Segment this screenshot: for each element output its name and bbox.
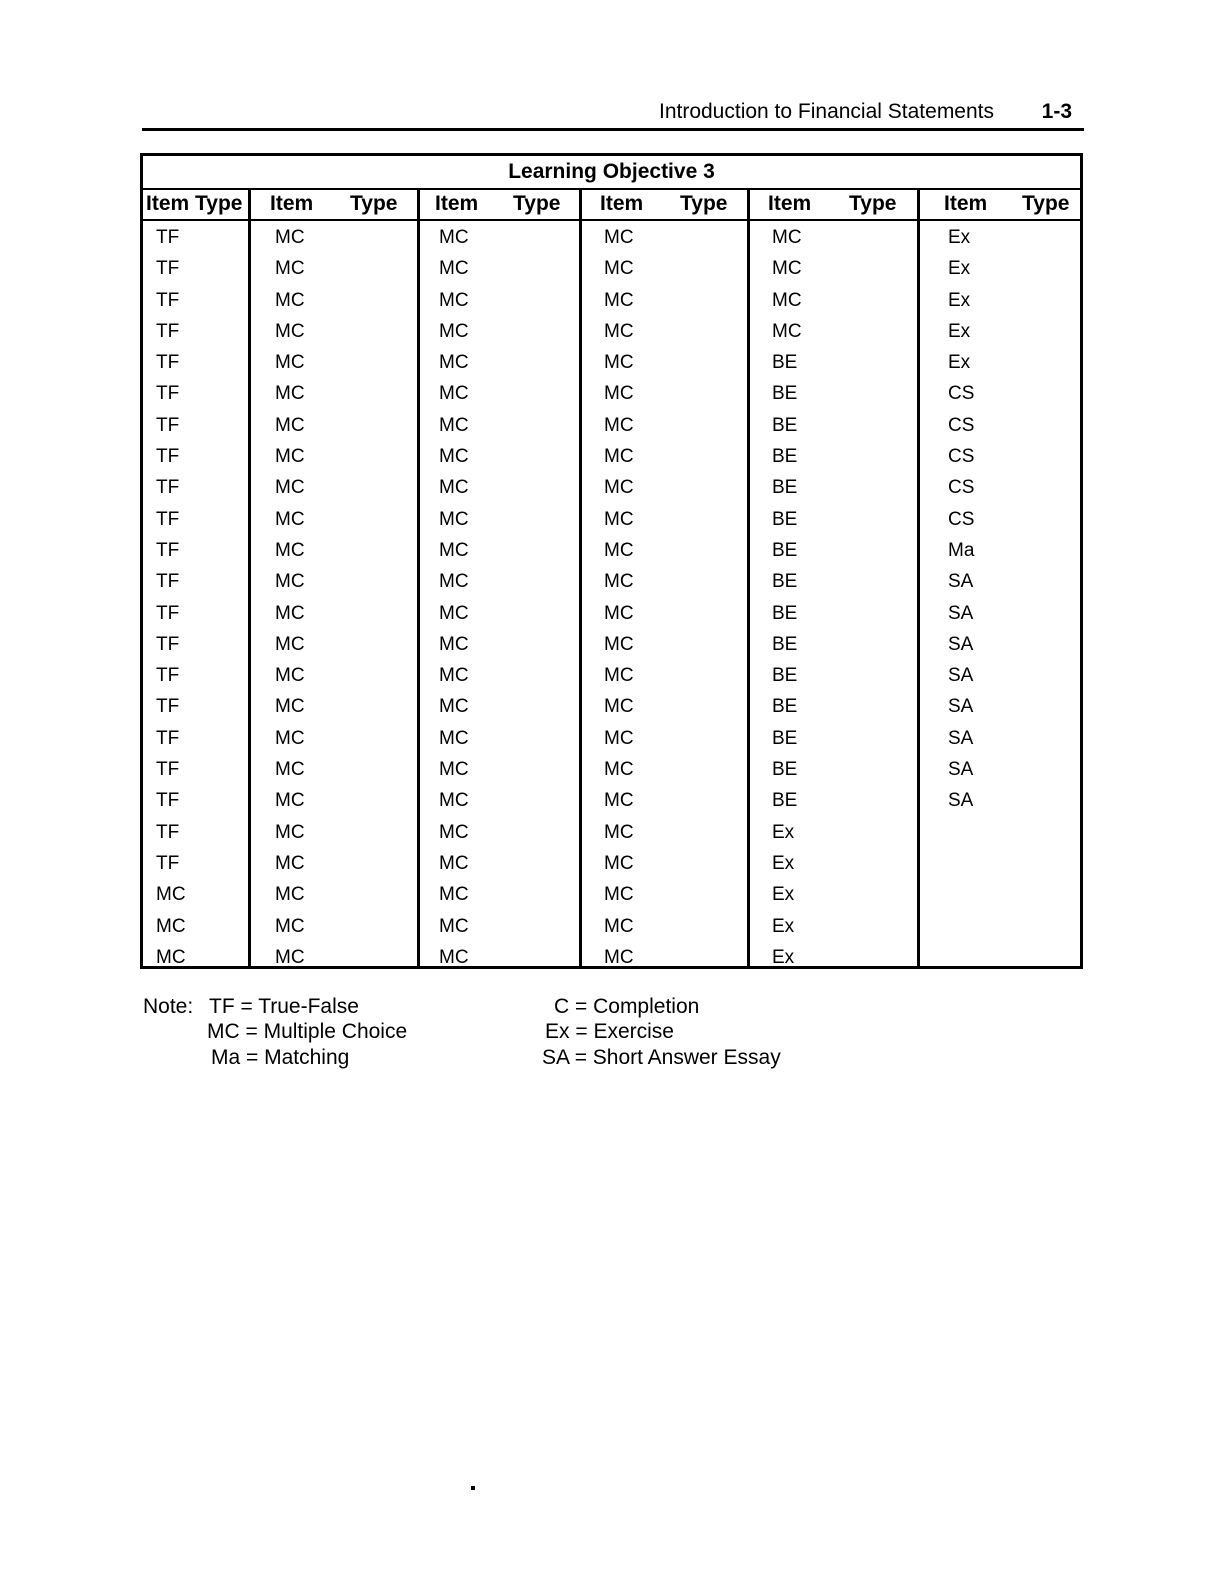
table-cell: TF: [156, 414, 180, 436]
table-cell: Ex: [948, 227, 971, 248]
table-cell: SA: [948, 665, 974, 687]
table-cell: MC: [275, 508, 305, 530]
table-cell: BE: [772, 414, 798, 436]
table-cell: MC: [275, 665, 305, 687]
table-cell: Ex: [948, 258, 971, 280]
table-cell: SA: [948, 696, 974, 718]
table-cell: MC: [604, 227, 634, 248]
table-cell: SA: [948, 790, 974, 812]
table-cell: MC: [604, 790, 634, 812]
table-cell: TF: [156, 852, 180, 874]
column-header: Type: [513, 192, 561, 215]
note-entry: MC = Multiple Choice: [207, 1020, 408, 1043]
table-cell: MC: [439, 289, 469, 311]
table-cell: BE: [772, 759, 798, 781]
table-cell: TF: [156, 352, 180, 374]
table-cell: MC: [156, 946, 186, 968]
table-cell: MC: [275, 320, 305, 342]
table-cell: MC: [439, 227, 469, 248]
table-cell: MC: [604, 477, 634, 499]
column-headers: [143, 188, 1080, 221]
table-cell: TF: [156, 508, 180, 530]
table-cell: MC: [604, 571, 634, 593]
table-cell: MC: [439, 446, 469, 468]
table-cell: CS: [948, 383, 975, 405]
table-cell: MC: [439, 352, 469, 374]
table-cell: MC: [439, 884, 469, 906]
table-cell: TF: [156, 383, 180, 405]
table-cell: MC: [275, 477, 305, 499]
column-header: Type: [1022, 192, 1070, 215]
note-entry: SA = Short Answer Essay: [542, 1046, 781, 1069]
note-entry: Ex = Exercise: [545, 1020, 674, 1043]
learning-objective-table: [140, 153, 1083, 969]
note-label: Note:: [143, 995, 194, 1018]
column-divider: [747, 188, 750, 966]
table-column: [439, 222, 469, 973]
table-column: [156, 222, 186, 973]
column-header: Item: [435, 192, 479, 215]
table-cell: TF: [156, 759, 180, 781]
table-cell: MC: [439, 790, 469, 812]
table-cell: MC: [275, 289, 305, 311]
table-cell: MC: [604, 884, 634, 906]
column-header: Type: [350, 192, 398, 215]
table-cell: CS: [948, 414, 975, 436]
table-caption: Learning Objective 3: [143, 156, 1080, 190]
table-cell: MC: [275, 696, 305, 718]
table-cell: BE: [772, 665, 798, 687]
table-cell: MC: [604, 602, 634, 624]
table-cell: MC: [772, 320, 802, 342]
table-cell: MC: [156, 884, 186, 906]
table-cell: MC: [604, 946, 634, 968]
table-cell: BE: [772, 477, 798, 499]
table-cell: Ex: [772, 884, 795, 906]
table-cell: MC: [275, 759, 305, 781]
table-cell: BE: [772, 602, 798, 624]
table-cell: MC: [772, 289, 802, 311]
table-cell: Ex: [772, 915, 795, 937]
table-cell: MC: [275, 446, 305, 468]
table-cell: TF: [156, 696, 180, 718]
table-cell: TF: [156, 227, 180, 248]
table-column: [948, 222, 974, 817]
table-cell: MC: [275, 539, 305, 561]
table-cell: TF: [156, 539, 180, 561]
column-divider: [579, 188, 582, 966]
column-header: Item: [600, 192, 644, 215]
page-number: 1-3: [1041, 100, 1072, 123]
table-cell: MC: [439, 821, 469, 843]
table-cell: Ex: [772, 821, 795, 843]
table-cell: CS: [948, 446, 975, 468]
table-cell: MC: [439, 539, 469, 561]
table-cell: MC: [439, 852, 469, 874]
table-cell: MC: [439, 571, 469, 593]
table-cell: MC: [604, 446, 634, 468]
column-divider: [248, 188, 251, 966]
table-cell: MC: [604, 852, 634, 874]
table-cell: MC: [772, 227, 802, 248]
table-cell: TF: [156, 289, 180, 311]
table-cell: MC: [604, 539, 634, 561]
table-cell: MC: [439, 602, 469, 624]
table-column: [604, 222, 634, 973]
column-header: Item: [270, 192, 314, 215]
table-cell: MC: [439, 915, 469, 937]
table-cell: TF: [156, 665, 180, 687]
table-cell: MC: [439, 258, 469, 280]
table-column: [772, 222, 802, 973]
table-cell: MC: [604, 383, 634, 405]
table-cell: BE: [772, 727, 798, 749]
table-cell: MC: [275, 633, 305, 655]
table-cell: MC: [275, 946, 305, 968]
table-cell: BE: [772, 446, 798, 468]
column-header: Type: [849, 192, 897, 215]
table-cell: MC: [604, 727, 634, 749]
table-cell: SA: [948, 633, 974, 655]
table-cell: BE: [772, 539, 798, 561]
table-cell: TF: [156, 727, 180, 749]
table-cell: SA: [948, 602, 974, 624]
table-cell: Ex: [948, 320, 971, 342]
table-cell: MC: [275, 352, 305, 374]
table-cell: MC: [604, 821, 634, 843]
table-cell: MC: [275, 258, 305, 280]
table-cell: MC: [604, 352, 634, 374]
table-cell: MC: [439, 383, 469, 405]
column-header: Type: [680, 192, 728, 215]
table-cell: MC: [439, 946, 469, 968]
table-cell: SA: [948, 571, 974, 593]
table-cell: MC: [604, 320, 634, 342]
table-cell: TF: [156, 446, 180, 468]
table-cell: MC: [156, 915, 186, 937]
table-cell: CS: [948, 508, 975, 530]
table-cell: TF: [156, 477, 180, 499]
table-cell: MC: [439, 727, 469, 749]
page-mark: [471, 1486, 475, 1490]
table-cell: TF: [156, 571, 180, 593]
table-cell: CS: [948, 477, 975, 499]
table-cell: BE: [772, 790, 798, 812]
column-header: Item: [768, 192, 812, 215]
table-cell: SA: [948, 727, 974, 749]
table-cell: MC: [604, 696, 634, 718]
table-cell: MC: [275, 852, 305, 874]
table-cell: MC: [439, 508, 469, 530]
table-cell: Ex: [948, 352, 971, 374]
table-cell: MC: [275, 821, 305, 843]
table-cell: SA: [948, 759, 974, 781]
table-cell: MC: [604, 414, 634, 436]
table-cell: MC: [275, 915, 305, 937]
table-column: [275, 222, 305, 973]
table-cell: MC: [439, 477, 469, 499]
table-cell: BE: [772, 508, 798, 530]
table-cell: MC: [604, 633, 634, 655]
table-cell: MC: [439, 665, 469, 687]
column-header: Item: [944, 192, 988, 215]
note-entry: TF = True-False: [209, 995, 359, 1018]
table-cell: Ex: [948, 289, 971, 311]
table-cell: MC: [439, 633, 469, 655]
table-cell: TF: [156, 602, 180, 624]
table-cell: BE: [772, 633, 798, 655]
table-cell: MC: [275, 602, 305, 624]
table-cell: TF: [156, 790, 180, 812]
table-cell: MC: [275, 571, 305, 593]
table-cell: Ma: [948, 539, 975, 561]
table-cell: MC: [604, 258, 634, 280]
table-cell: MC: [439, 759, 469, 781]
table-cell: MC: [439, 414, 469, 436]
table-cell: MC: [604, 289, 634, 311]
note-entry: Ma = Matching: [211, 1046, 350, 1069]
table-cell: BE: [772, 352, 798, 374]
table-cell: Ex: [772, 946, 795, 968]
note-entry: C = Completion: [554, 995, 700, 1018]
table-cell: TF: [156, 633, 180, 655]
table-cell: TF: [156, 320, 180, 342]
table-cell: MC: [275, 884, 305, 906]
table-cell: MC: [275, 727, 305, 749]
table-cell: BE: [772, 696, 798, 718]
column-divider: [417, 188, 420, 966]
table-cell: MC: [604, 915, 634, 937]
chapter-title: Introduction to Financial Statements: [658, 100, 994, 123]
table-cell: MC: [275, 383, 305, 405]
table-cell: MC: [275, 414, 305, 436]
table-cell: MC: [604, 759, 634, 781]
table-cell: MC: [275, 790, 305, 812]
column-header: Item Type: [146, 192, 243, 215]
table-cell: MC: [439, 696, 469, 718]
column-divider: [917, 188, 920, 966]
table-cell: MC: [604, 665, 634, 687]
table-cell: TF: [156, 821, 180, 843]
table-cell: TF: [156, 258, 180, 280]
table-cell: BE: [772, 383, 798, 405]
table-cell: MC: [604, 508, 634, 530]
table-cell: MC: [275, 227, 305, 248]
table-cell: MC: [772, 258, 802, 280]
table-cell: BE: [772, 571, 798, 593]
table-cell: MC: [439, 320, 469, 342]
running-header: [142, 98, 1084, 131]
table-cell: Ex: [772, 852, 795, 874]
